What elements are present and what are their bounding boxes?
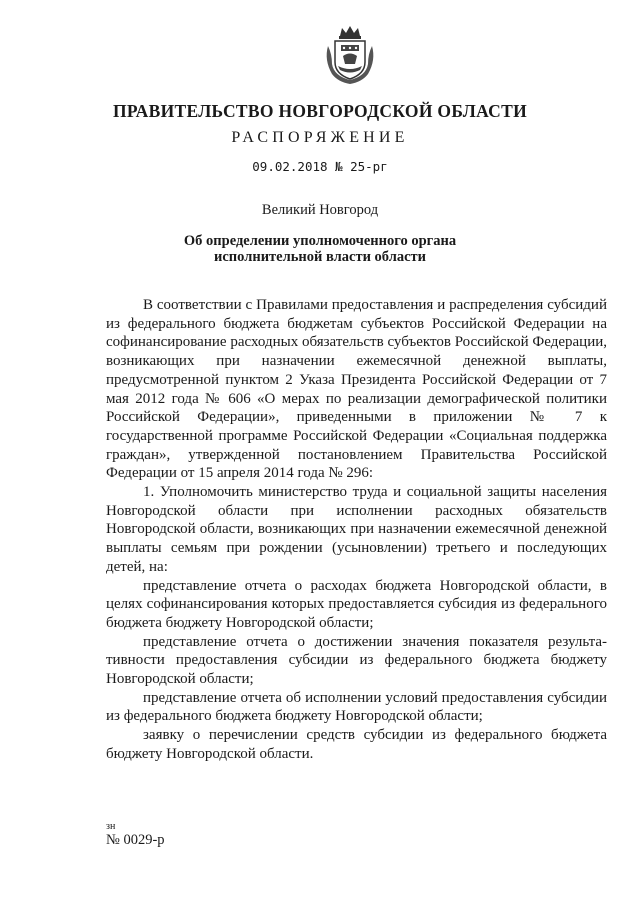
- document-footer: [106, 821, 165, 848]
- paragraph-preamble: В соответствии с Правилами предоставления и распределения субсидий из федерального бюджета бюджетам субъектов Российской Федерации на софинансирование расходных обязательств субъектов Российской Федерации, возникающих при назначении ежемесячной денежной выплаты, предусмотренной пунктом 2 Указа Президента Российской Федерации от 7 мая 2012 года № 606 «О мерах по реализации демографической политики Российской Федерации», приведенными в приложении № 7 к государственной программе Российской Федерации «Социальная поддержка граждан», утвержденной постановлением Правительства Российской Федерации от 15 апреля 2014 года № 296:: [106, 297, 607, 482]
- paragraph-conditions-report: представление отчета об исполнении условий предоставления субсидии из федерального бюджета бюджету Новгородской области;: [106, 689, 607, 725]
- paragraph-transfer-request: заявку о перечислении средств субсидии из федерального бюджета бюджету Новгородской области.: [106, 727, 607, 762]
- document-subject: [0, 233, 640, 265]
- coat-of-arms-icon: [324, 24, 376, 86]
- government-title: ПРАВИТЕЛЬСТВО НОВГОРОДСКОЙ ОБЛАСТИ: [113, 101, 527, 121]
- document-body: [106, 296, 607, 764]
- registration-number: № 0029-р: [106, 832, 165, 848]
- document-city: Великий Новгород: [261, 202, 379, 218]
- document-date-number: 09.02.2018 № 25-рг: [252, 159, 388, 174]
- paragraph-item-1: 1. Уполномочить министерство труда и социальной защиты населения Новгородской области при исполнении расходных обязательств Новгородской области, возникающих при назначении ежемесячной денежной выплаты семьям при рождении (усыновлении) третьего и последующих детей, на:: [106, 484, 607, 575]
- paragraph-performance-report: представление отчета о достижении значения показателя результа-тивности предоставления субсидии из федерального бюджета бюджету Новгородской области;: [106, 633, 607, 688]
- subject-line-1: Об определении уполномоченного органа: [183, 233, 457, 249]
- paragraph-expense-report: представление отчета о расходах бюджета Новгородской области, в целях софинансирования которых предоставляется субсидия из федерального бюджета бюджету Новгородской области;: [106, 577, 607, 631]
- executor-initials: зн: [106, 821, 116, 832]
- subject-line-2: исполнительной власти области: [214, 249, 426, 265]
- document-type: РАСПОРЯЖЕНИЕ: [231, 129, 409, 146]
